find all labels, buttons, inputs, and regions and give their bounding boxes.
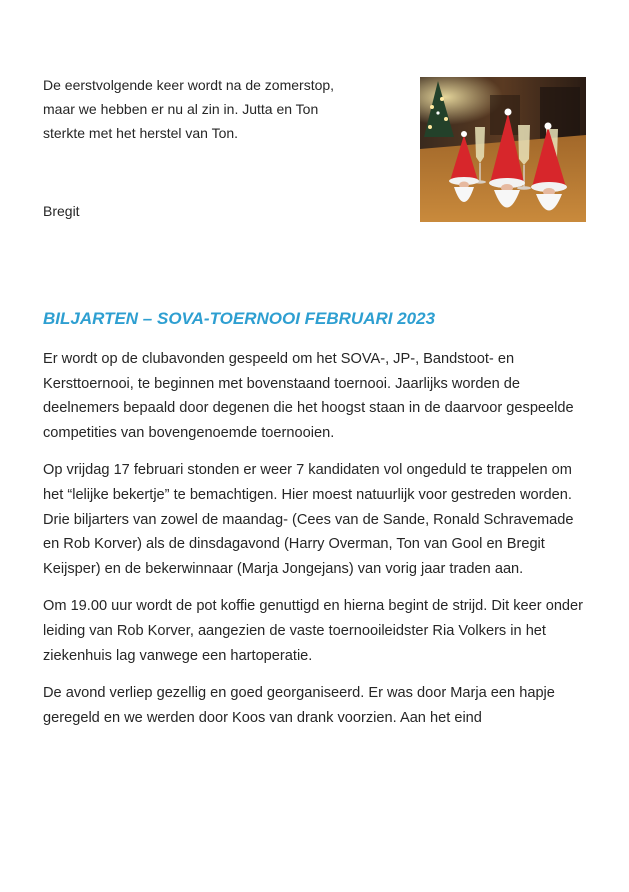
intro-line: sterkte met het herstel van Ton. (43, 125, 239, 141)
intro-line: maar we hebben er nu al zin in. Jutta en Ton (43, 101, 319, 117)
article-paragraph: Om 19.00 uur wordt de pot koffie genuttigd en hierna begint de strijd. Dit keer onder leiding van Rob Korver, aangezien de vaste toernooileidster Ria Volkers in het ziekenhuis lag vanwege een hartoperatie. (43, 598, 584, 664)
article-heading: BILJARTEN – SOVA-TOERNOOI FEBRUARI 2023 (43, 309, 436, 328)
christmas-gnomes-photo (420, 77, 586, 222)
article-paragraph: Er wordt op de clubavonden gespeeld om het SOVA-, JP-, Bandstoot- en Kersttoernooi, te beginnen met bovenstaand toernooi. Jaarlijks worden de deelnemers bepaald door degenen die het hoogst staan in de daarvoor gespeelde competities van bovengenoemde toernooien. (43, 351, 574, 441)
signature: Bregit (43, 203, 80, 219)
article-paragraph: Op vrijdag 17 februari stonden er weer 7 kandidaten vol ongeduld te trappelen om het “lelijke bekertje” te bemachtigen. Hier moest natuurlijk voor gestreden worden. Drie biljarters van zowel de maandag- (Cees van de Sande, Ronald Schravemade en Rob Korver) als de dinsdagavond (Harry Overman, Ton van Gool en Bregit Keijsper) en de bekerwinnaar (Marja Jongejans) van vorig jaar traden aan. (43, 462, 574, 577)
intro-line: De eerstvolgende keer wordt na de zomerstop, (43, 77, 335, 93)
article-body (43, 347, 591, 743)
article-paragraph: De avond verliep gezellig en goed georganiseerd. Er was door Marja een hapje geregeld en we werden door Koos van drank voorzien. Aan het eind (43, 685, 555, 726)
intro-text (43, 73, 403, 145)
